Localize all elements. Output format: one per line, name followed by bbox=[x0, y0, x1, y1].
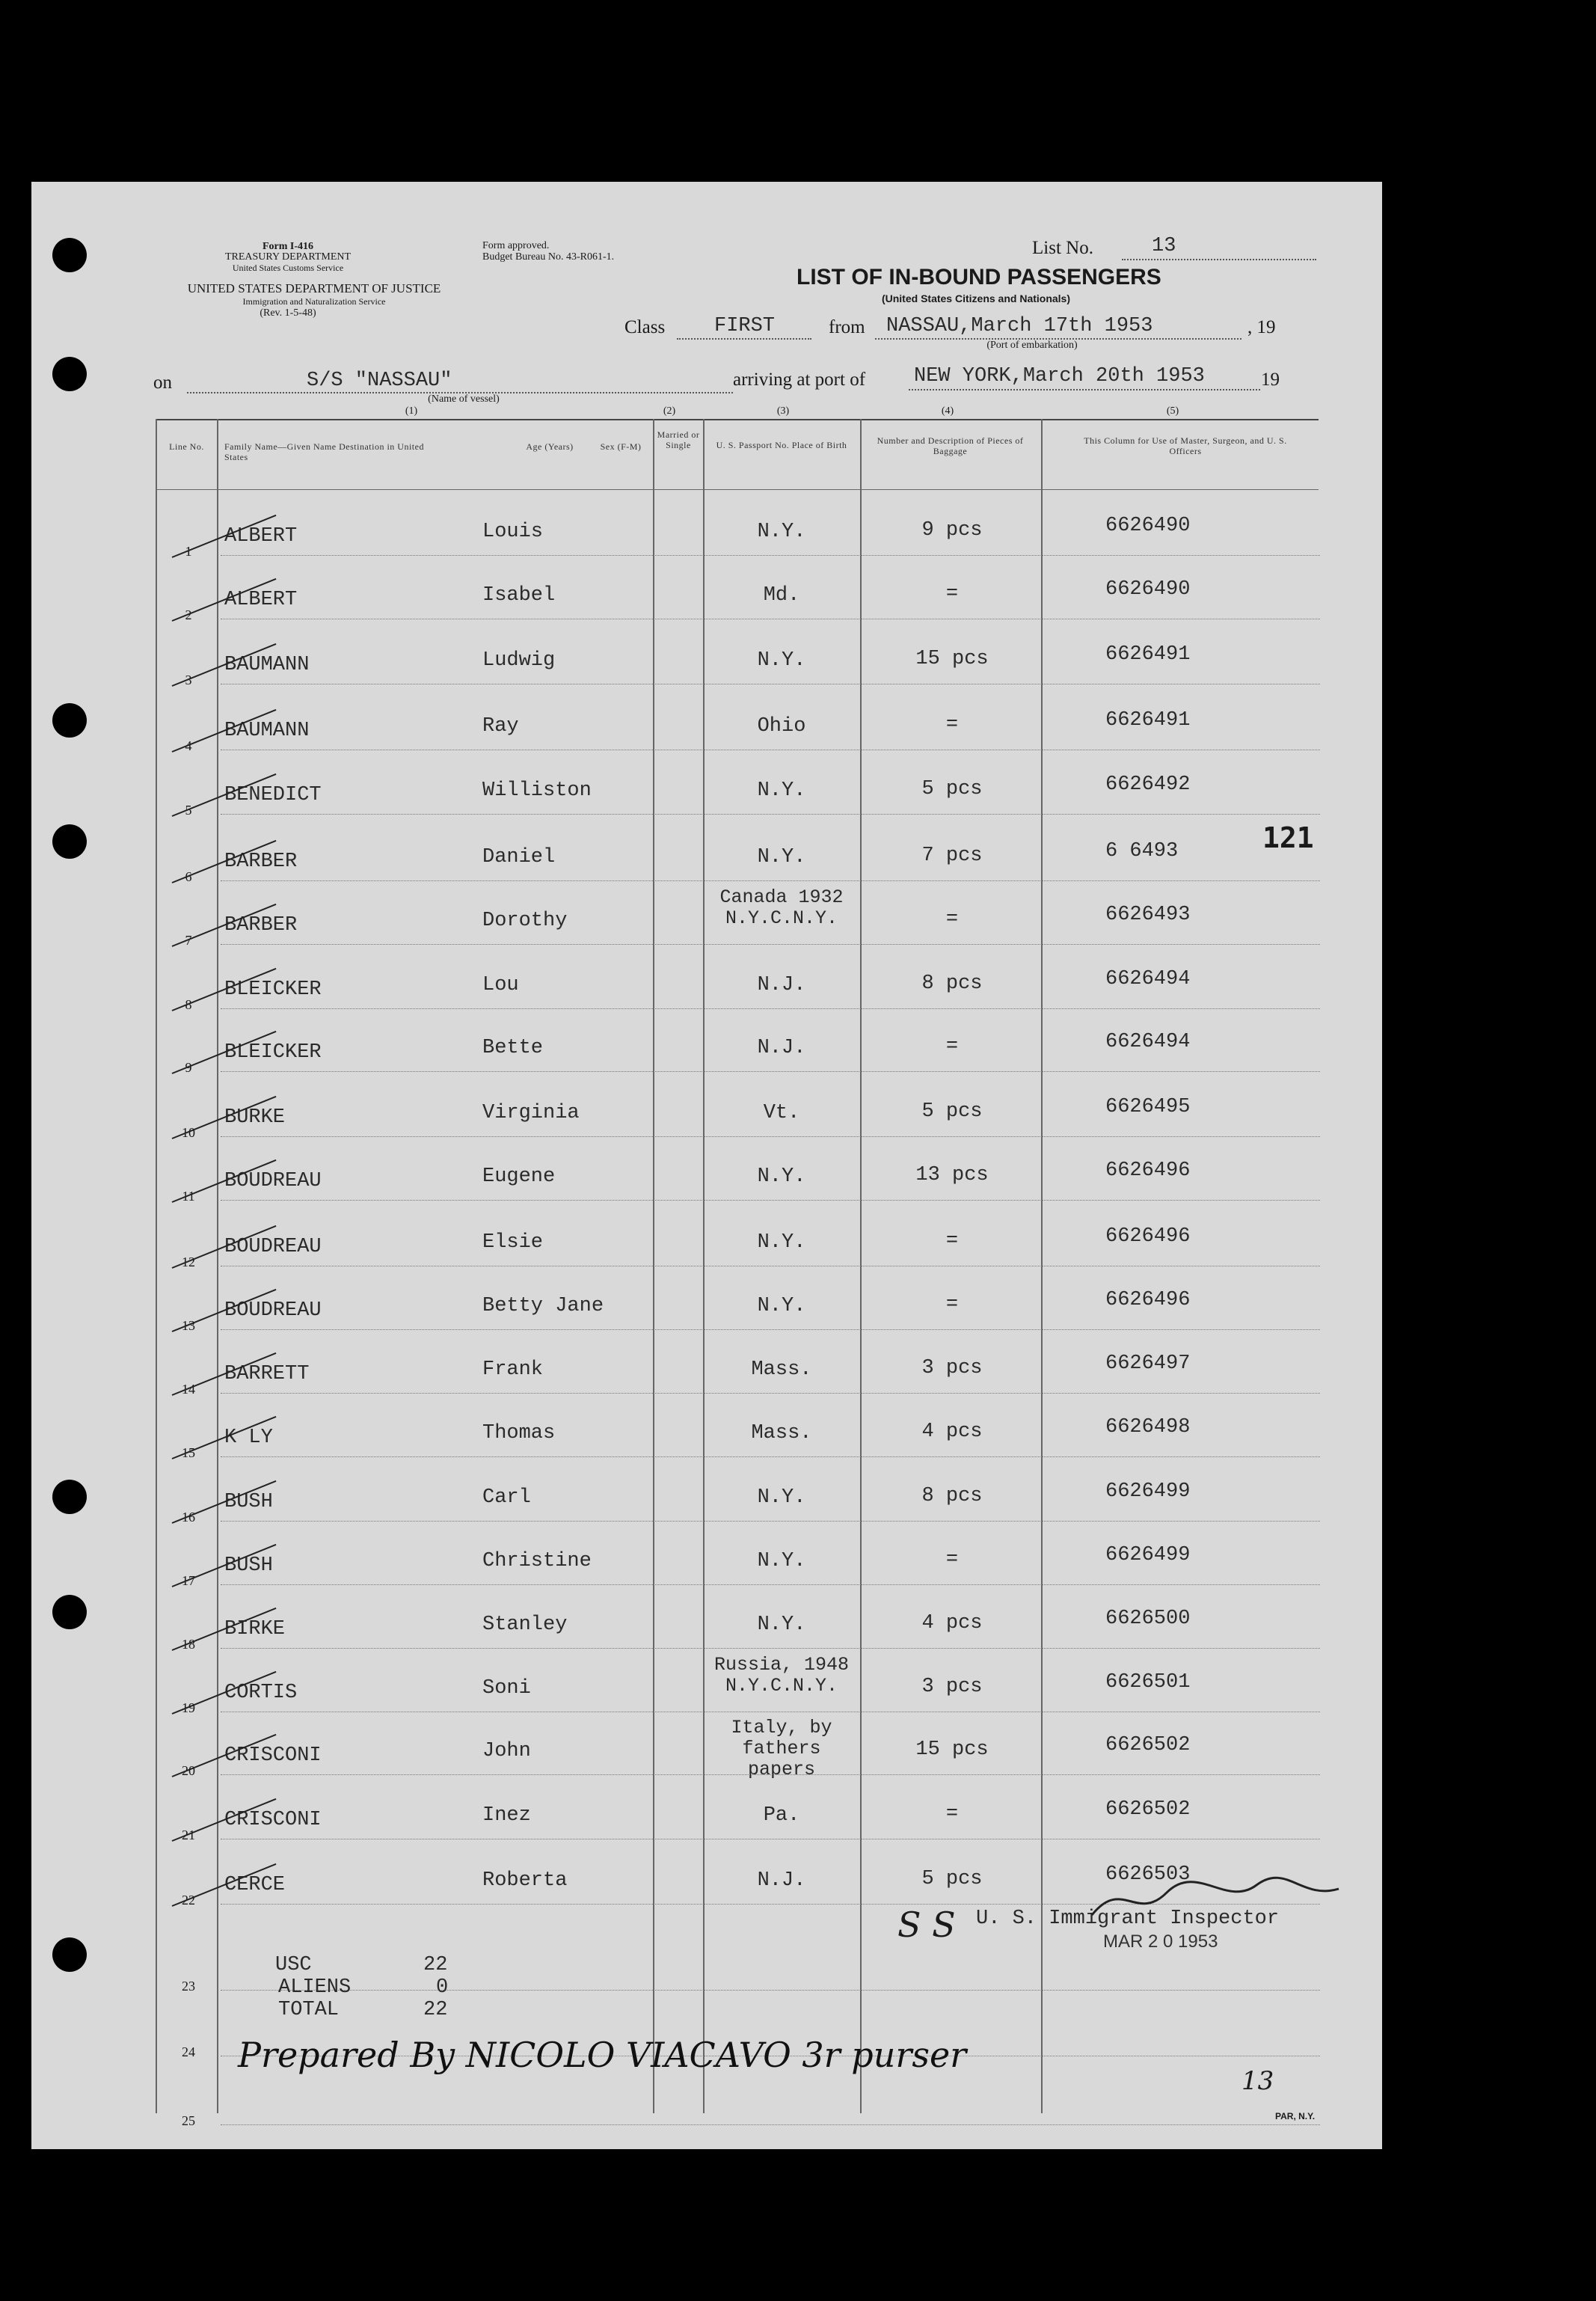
line-number: 19 bbox=[182, 1700, 195, 1715]
family-name: BOUDREAU bbox=[224, 1236, 322, 1258]
officer-number: 6626503 bbox=[1105, 1863, 1191, 1886]
line-number: 1 bbox=[185, 544, 192, 559]
given-name: Williston bbox=[482, 779, 592, 802]
officer-number: 6626496 bbox=[1105, 1225, 1191, 1248]
family-name: ALBERT bbox=[224, 525, 298, 548]
page-mark: 13 bbox=[1241, 2066, 1274, 2096]
officer-number: 6 6493 bbox=[1105, 840, 1179, 863]
given-name: Ray bbox=[482, 715, 519, 738]
baggage: = bbox=[945, 714, 959, 736]
baggage: 5 pcs bbox=[921, 1868, 983, 1890]
place-of-birth: Canada 1932 N.Y.C.N.Y. bbox=[719, 886, 844, 929]
line-number: 14 bbox=[182, 1382, 195, 1397]
line-number: 22 bbox=[182, 1893, 195, 1908]
given-name: John bbox=[482, 1740, 531, 1762]
place-of-birth: Ohio bbox=[757, 715, 806, 738]
given-name: Betty Jane bbox=[482, 1295, 604, 1317]
row-dotted-rule bbox=[221, 1136, 1320, 1137]
form-approved: Form approved. bbox=[482, 240, 550, 251]
inspector-initials: S S bbox=[897, 1905, 956, 1945]
col-num-2: (2) bbox=[663, 405, 676, 417]
row-dotted-rule bbox=[221, 1393, 1320, 1394]
officer-number: 6626502 bbox=[1105, 1734, 1191, 1756]
family-name: BENEDICT bbox=[224, 784, 322, 806]
baggage: 8 pcs bbox=[921, 972, 983, 995]
col-head-sex: Sex (F-M) bbox=[600, 441, 642, 452]
place-of-birth: Italy, by fathers papers bbox=[731, 1717, 832, 1780]
line-number: 10 bbox=[182, 1125, 195, 1140]
inspector-title: U. S. Immigrant Inspector bbox=[976, 1908, 1280, 1930]
year-suffix-1: , 19 bbox=[1247, 317, 1276, 337]
usc-label: USC bbox=[275, 1954, 312, 1976]
place-of-birth: N.Y. bbox=[757, 1486, 806, 1509]
baggage: = bbox=[945, 1293, 959, 1316]
officer-number: 6626502 bbox=[1105, 1798, 1191, 1821]
row-dotted-rule bbox=[221, 1200, 1320, 1201]
line-number: 2 bbox=[185, 607, 192, 622]
given-name: Frank bbox=[482, 1358, 544, 1381]
row-dotted-rule bbox=[221, 944, 1320, 945]
family-name: K LY bbox=[224, 1427, 273, 1449]
row-dotted-rule bbox=[221, 880, 1320, 881]
given-name: Bette bbox=[482, 1037, 544, 1059]
given-name: Stanley bbox=[482, 1614, 568, 1636]
treasury-dept: TREASURY DEPARTMENT bbox=[224, 251, 352, 263]
officer-number: 6626494 bbox=[1105, 968, 1191, 990]
baggage: 13 pcs bbox=[915, 1164, 989, 1186]
given-name: Virginia bbox=[482, 1102, 580, 1124]
baggage: 15 pcs bbox=[915, 1738, 989, 1761]
given-name: Roberta bbox=[482, 1869, 568, 1892]
family-name: BUSH bbox=[224, 1554, 273, 1577]
usc-value: 22 bbox=[423, 1954, 448, 1976]
line-number: 15 bbox=[182, 1445, 195, 1460]
baggage: 5 pcs bbox=[921, 778, 983, 800]
list-no-label: List No. bbox=[1032, 238, 1093, 258]
officer-number: 6626494 bbox=[1105, 1031, 1191, 1053]
line-number: 6 bbox=[185, 869, 192, 884]
inspector-signature bbox=[1077, 1870, 1346, 1930]
from-label: from bbox=[829, 317, 865, 337]
place-of-birth: N.Y. bbox=[757, 649, 806, 672]
justice-dept: UNITED STATES DEPARTMENT OF JUSTICE bbox=[187, 281, 441, 295]
given-name: Inez bbox=[482, 1804, 531, 1827]
list-no-rule bbox=[1122, 259, 1316, 260]
col-head-married: Married or Single bbox=[657, 429, 700, 450]
officer-number: 6626490 bbox=[1105, 578, 1191, 601]
place-of-birth: Mass. bbox=[751, 1422, 812, 1444]
row-dotted-rule bbox=[221, 1521, 1320, 1522]
margin-number: 121 bbox=[1262, 821, 1314, 854]
given-name: Lou bbox=[482, 974, 519, 996]
class-value: FIRST bbox=[714, 315, 776, 337]
place-of-birth: N.Y. bbox=[757, 846, 806, 868]
col-head-age: Age (Years) bbox=[526, 441, 574, 452]
aliens-value: 0 bbox=[436, 1976, 449, 1999]
family-name: CRISCONI bbox=[224, 1809, 322, 1831]
arriving-rule bbox=[909, 389, 1260, 390]
officer-number: 6626490 bbox=[1105, 515, 1191, 537]
row-dotted-rule bbox=[221, 1584, 1320, 1585]
document-title: LIST OF IN-BOUND PASSENGERS bbox=[797, 265, 1161, 289]
inspector-date-stamp: MAR 2 0 1953 bbox=[1103, 1931, 1218, 1952]
class-label: Class bbox=[624, 317, 666, 337]
row-dotted-rule bbox=[221, 555, 1320, 556]
officer-number: 6626496 bbox=[1105, 1289, 1191, 1311]
vessel-caption: (Name of vessel) bbox=[428, 393, 500, 405]
col-head-name: Family Name—Given Name Destination in United States bbox=[224, 441, 424, 462]
baggage: 3 pcs bbox=[921, 1676, 983, 1698]
punch-hole bbox=[52, 1480, 87, 1514]
place-of-birth: Pa. bbox=[763, 1804, 800, 1827]
officer-number: 6626492 bbox=[1105, 773, 1191, 796]
baggage: = bbox=[945, 583, 959, 605]
line-number: 24 bbox=[182, 2044, 195, 2059]
line-number: 12 bbox=[182, 1254, 195, 1269]
family-name: CERCE bbox=[224, 1874, 286, 1896]
arriving-value: NEW YORK,March 20th 1953 bbox=[914, 365, 1205, 387]
given-name: Christine bbox=[482, 1550, 592, 1572]
customs-service: United States Customs Service bbox=[232, 263, 344, 273]
line-number: 23 bbox=[182, 1979, 195, 1994]
given-name: Eugene bbox=[482, 1165, 556, 1188]
punch-hole bbox=[52, 703, 87, 738]
place-of-birth: N.Y. bbox=[757, 1614, 806, 1636]
baggage: = bbox=[945, 1035, 959, 1058]
place-of-birth: N.Y. bbox=[757, 779, 806, 802]
total-value: 22 bbox=[423, 1999, 448, 2021]
family-name: CORTIS bbox=[224, 1682, 298, 1704]
class-rule bbox=[677, 338, 811, 340]
given-name: Louis bbox=[482, 521, 544, 543]
punch-hole bbox=[52, 238, 87, 272]
col-num-5: (5) bbox=[1166, 405, 1179, 417]
col-num-1: (1) bbox=[405, 405, 418, 417]
line-number: 4 bbox=[185, 738, 192, 753]
row-dotted-rule bbox=[221, 1008, 1320, 1009]
baggage: 8 pcs bbox=[921, 1485, 983, 1507]
given-name: Soni bbox=[482, 1677, 531, 1700]
baggage: = bbox=[945, 1548, 959, 1571]
officer-number: 6626495 bbox=[1105, 1096, 1191, 1118]
line-number: 18 bbox=[182, 1637, 195, 1652]
officer-number: 6626501 bbox=[1105, 1671, 1191, 1694]
family-name: BIRKE bbox=[224, 1618, 286, 1640]
line-number: 5 bbox=[185, 803, 192, 818]
row-dotted-rule bbox=[221, 814, 1320, 815]
place-of-birth: N.Y. bbox=[757, 1165, 806, 1188]
from-value: NASSAU,March 17th 1953 bbox=[886, 315, 1153, 337]
officer-number: 6626491 bbox=[1105, 709, 1191, 732]
place-of-birth: N.Y. bbox=[757, 521, 806, 543]
baggage: 7 pcs bbox=[921, 845, 983, 867]
table-top-border bbox=[156, 419, 1319, 420]
line-number: 21 bbox=[182, 1827, 195, 1842]
list-no-value: 13 bbox=[1152, 235, 1176, 257]
place-of-birth: N.Y. bbox=[757, 1231, 806, 1254]
given-name: Isabel bbox=[482, 584, 556, 607]
prepared-by-note: Prepared By NICOLO VIACAVO 3r purser bbox=[238, 2035, 967, 2075]
table-header-bottom bbox=[156, 489, 1319, 490]
row-dotted-rule bbox=[221, 2124, 1320, 2125]
col-head-baggage: Number and Description of Pieces of Baggage bbox=[877, 435, 1024, 456]
family-name: BLEICKER bbox=[224, 1041, 322, 1064]
family-name: BARRETT bbox=[224, 1363, 310, 1385]
family-name: BOUDREAU bbox=[224, 1299, 322, 1322]
line-number: 16 bbox=[182, 1510, 195, 1525]
officer-number: 6626499 bbox=[1105, 1480, 1191, 1503]
officer-number: 6626491 bbox=[1105, 643, 1191, 666]
row-dotted-rule bbox=[221, 1774, 1320, 1775]
officer-number: 6626496 bbox=[1105, 1159, 1191, 1182]
given-name: Carl bbox=[482, 1486, 531, 1509]
officer-number: 6626499 bbox=[1105, 1544, 1191, 1566]
col-divider-line bbox=[217, 419, 218, 2113]
family-name: ALBERT bbox=[224, 589, 298, 611]
place-of-birth: Russia, 1948 N.Y.C.N.Y. bbox=[713, 1654, 850, 1697]
place-of-birth: N.Y. bbox=[757, 1550, 806, 1572]
baggage: 4 pcs bbox=[921, 1421, 983, 1443]
baggage: 9 pcs bbox=[921, 519, 983, 542]
place-of-birth: N.J. bbox=[757, 974, 806, 996]
row-dotted-rule bbox=[221, 1456, 1320, 1457]
family-name: BOUDREAU bbox=[224, 1170, 322, 1192]
family-name: BAUMANN bbox=[224, 654, 310, 676]
punch-hole bbox=[52, 1937, 87, 1972]
col-head-line: Line No. bbox=[169, 441, 204, 452]
baggage: = bbox=[945, 908, 959, 931]
year-suffix-2: 19 bbox=[1261, 370, 1280, 390]
officer-number: 6626500 bbox=[1105, 1608, 1191, 1630]
place-of-birth: N.Y. bbox=[757, 1295, 806, 1317]
port-embark-caption: (Port of embarkation) bbox=[986, 340, 1078, 351]
officer-number: 6626497 bbox=[1105, 1352, 1191, 1375]
row-dotted-rule bbox=[221, 1990, 1320, 1991]
printer-mark: PAR, N.Y. bbox=[1275, 2111, 1316, 2121]
line-number: 25 bbox=[182, 2113, 195, 2128]
form-number: Form I-416 bbox=[262, 241, 314, 252]
family-name: BUSH bbox=[224, 1491, 273, 1513]
punch-hole bbox=[52, 1595, 87, 1629]
place-of-birth: Vt. bbox=[763, 1102, 800, 1124]
budget-bureau: Budget Bureau No. 43-R061-1. bbox=[482, 251, 615, 263]
baggage: = bbox=[945, 1803, 959, 1825]
given-name: Thomas bbox=[482, 1422, 556, 1444]
punch-hole bbox=[52, 824, 87, 859]
line-number: 11 bbox=[182, 1189, 195, 1204]
family-name: BARBER bbox=[224, 851, 298, 873]
family-name: BAUMANN bbox=[224, 720, 310, 742]
family-name: BLEICKER bbox=[224, 978, 322, 1001]
officer-number: 6626498 bbox=[1105, 1416, 1191, 1438]
row-dotted-rule bbox=[221, 1648, 1320, 1649]
place-of-birth: N.J. bbox=[757, 1869, 806, 1892]
line-number: 20 bbox=[182, 1763, 195, 1778]
baggage: 5 pcs bbox=[921, 1100, 983, 1123]
col-num-4: (4) bbox=[941, 405, 954, 417]
line-number: 7 bbox=[185, 933, 192, 948]
arriving-label: arriving at port of bbox=[733, 370, 866, 390]
ins-service: Immigration and Naturalization Service bbox=[242, 296, 386, 307]
baggage: 3 pcs bbox=[921, 1357, 983, 1379]
given-name: Daniel bbox=[482, 846, 556, 868]
given-name: Dorothy bbox=[482, 910, 568, 932]
table-left-border bbox=[156, 419, 157, 2113]
baggage: = bbox=[945, 1230, 959, 1252]
document-subtitle: (United States Citizens and Nationals) bbox=[881, 292, 1071, 304]
row-dotted-rule bbox=[221, 1071, 1320, 1072]
line-number: 9 bbox=[185, 1060, 192, 1075]
vessel-value: S/S "NASSAU" bbox=[307, 370, 452, 392]
row-dotted-rule bbox=[221, 1329, 1320, 1330]
punch-hole bbox=[52, 357, 87, 391]
family-name: BARBER bbox=[224, 914, 298, 937]
aliens-label: ALIENS bbox=[278, 1976, 352, 1999]
line-number: 3 bbox=[185, 672, 192, 687]
baggage: 15 pcs bbox=[915, 648, 989, 670]
given-name: Ludwig bbox=[482, 649, 556, 672]
col-head-officers: This Column for Use of Master, Surgeon, and U. S. Officers bbox=[1084, 435, 1287, 456]
total-label: TOTAL bbox=[278, 1999, 340, 2021]
place-of-birth: Mass. bbox=[751, 1358, 812, 1381]
line-number: 17 bbox=[182, 1573, 195, 1588]
family-name: CRISCONI bbox=[224, 1744, 322, 1767]
given-name: Elsie bbox=[482, 1231, 544, 1254]
line-number: 13 bbox=[182, 1318, 195, 1333]
col-head-passport: U. S. Passport No. Place of Birth bbox=[716, 440, 847, 450]
line-number: 8 bbox=[185, 997, 192, 1012]
place-of-birth: N.J. bbox=[757, 1037, 806, 1059]
revision: (Rev. 1-5-48) bbox=[260, 307, 316, 319]
place-of-birth: Md. bbox=[763, 584, 800, 607]
col-num-3: (3) bbox=[776, 405, 790, 417]
baggage: 4 pcs bbox=[921, 1612, 983, 1634]
officer-number: 6626493 bbox=[1105, 904, 1191, 926]
family-name: BURKE bbox=[224, 1106, 286, 1129]
on-label: on bbox=[153, 373, 172, 393]
